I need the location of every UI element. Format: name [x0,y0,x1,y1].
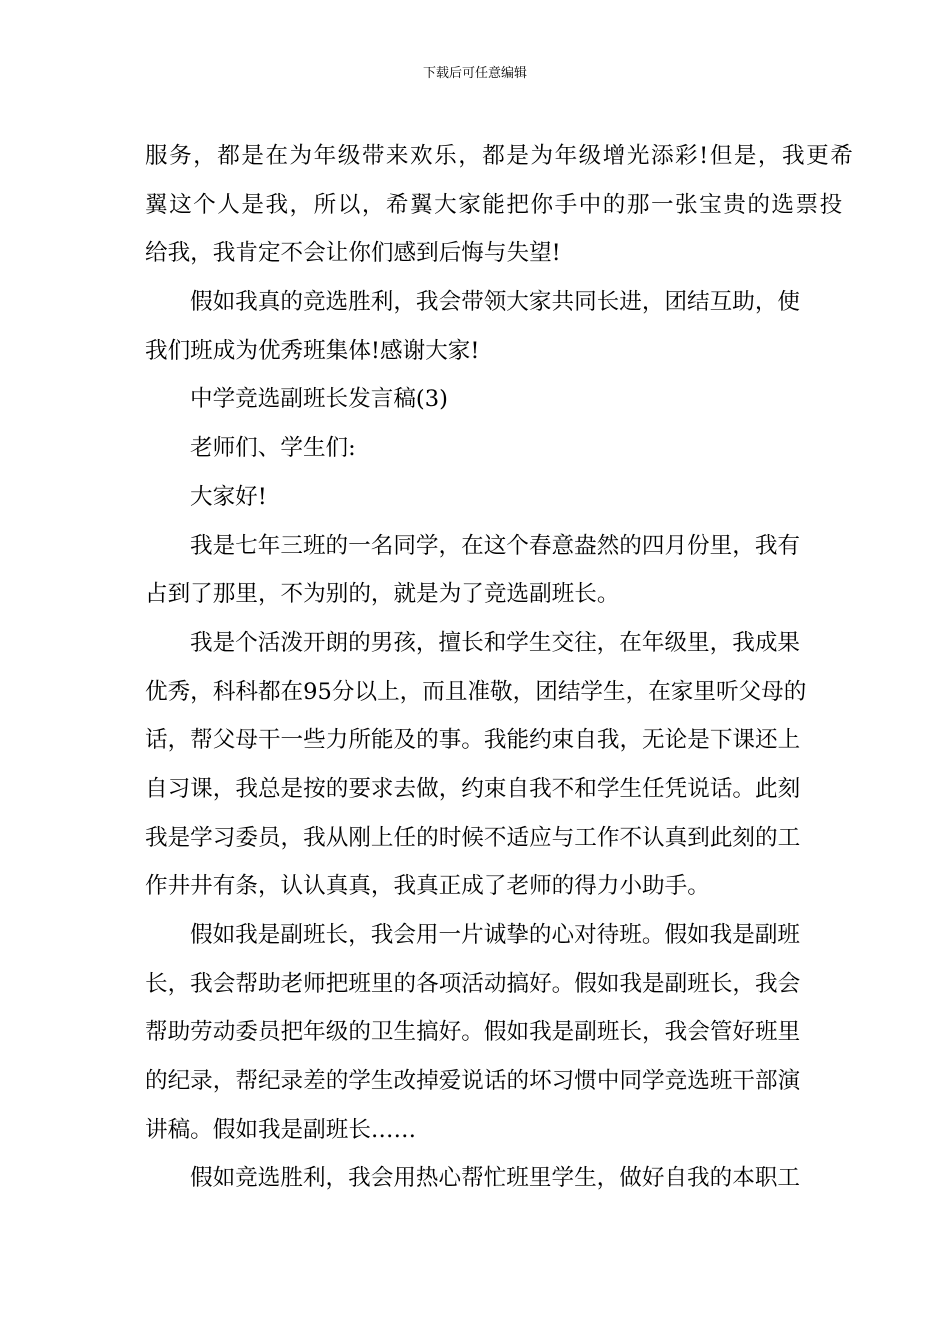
greeting: 大家好! [190,483,267,510]
page-header: 下载后可任意编辑 [422,66,527,81]
paragraph-line: 帮助劳动委员把年级的卫生搞好。假如我是副班长，我会管好班里 [145,1019,801,1046]
paragraph-line: 讲稿。假如我是副班长…… [145,1116,417,1143]
paragraph-line: 长，我会帮助老师把班里的各项活动搞好。假如我是副班长，我会 [145,970,801,997]
paragraph-line: 假如我是副班长，我会用一片诚挚的心对待班。假如我是副班 [190,922,801,948]
paragraph-line: 优秀，科科都在95分以上，而且准敬，团结学生，在家里听父母的 [145,678,807,705]
paragraph-line: 假如竞选胜利，我会用热心帮忙班里学生，做好自我的本职工 [190,1165,801,1192]
paragraph-line: 给我，我肯定不会让你们感到后悔与失望! [145,240,561,267]
paragraph-line: 我是个活泼开朗的男孩，擅长和学生交往，在年级里，我成果 [190,629,801,656]
paragraph-line: 假如我真的竞选胜利，我会带领大家共同长进，团结互助，使 [190,289,801,316]
paragraph-line: 我们班成为优秀班集体!感谢大家! [145,337,480,364]
section-title: 中学竞选副班长发言稿(3) [190,386,448,413]
paragraph-line: 我是七年三班的一名同学，在这个春意盎然的四月份里，我有 [190,532,801,559]
paragraph-line: 服务，都是在为年级带来欢乐，都是为年级增光添彩!但是，我更希 [145,143,855,169]
paragraph-line: 翼这个人是我，所以，希翼大家能把你手中的那一张宝贵的选票投 [145,191,844,218]
paragraph-line: 自习课，我总是按的要求去做，约束自我不和学生任凭说话。此刻 [145,775,801,802]
paragraph-line: 话，帮父母干一些力所能及的事。我能约束自我，无论是下课还上 [145,727,801,754]
document-body [145,132,855,1203]
salutation: 老师们、学生们: [190,435,356,462]
paragraph-line: 我是学习委员，我从刚上任的时候不适应与工作不认真到此刻的工 [145,824,801,851]
paragraph-line: 作井井有条，认认真真，我真正成了老师的得力小助手。 [145,873,710,900]
paragraph-line: 占到了那里，不为别的，就是为了竞选副班长。 [145,581,620,608]
paragraph-line: 的纪录，帮纪录差的学生改掉爱说话的坏习惯中同学竞选班干部演 [145,1068,801,1095]
